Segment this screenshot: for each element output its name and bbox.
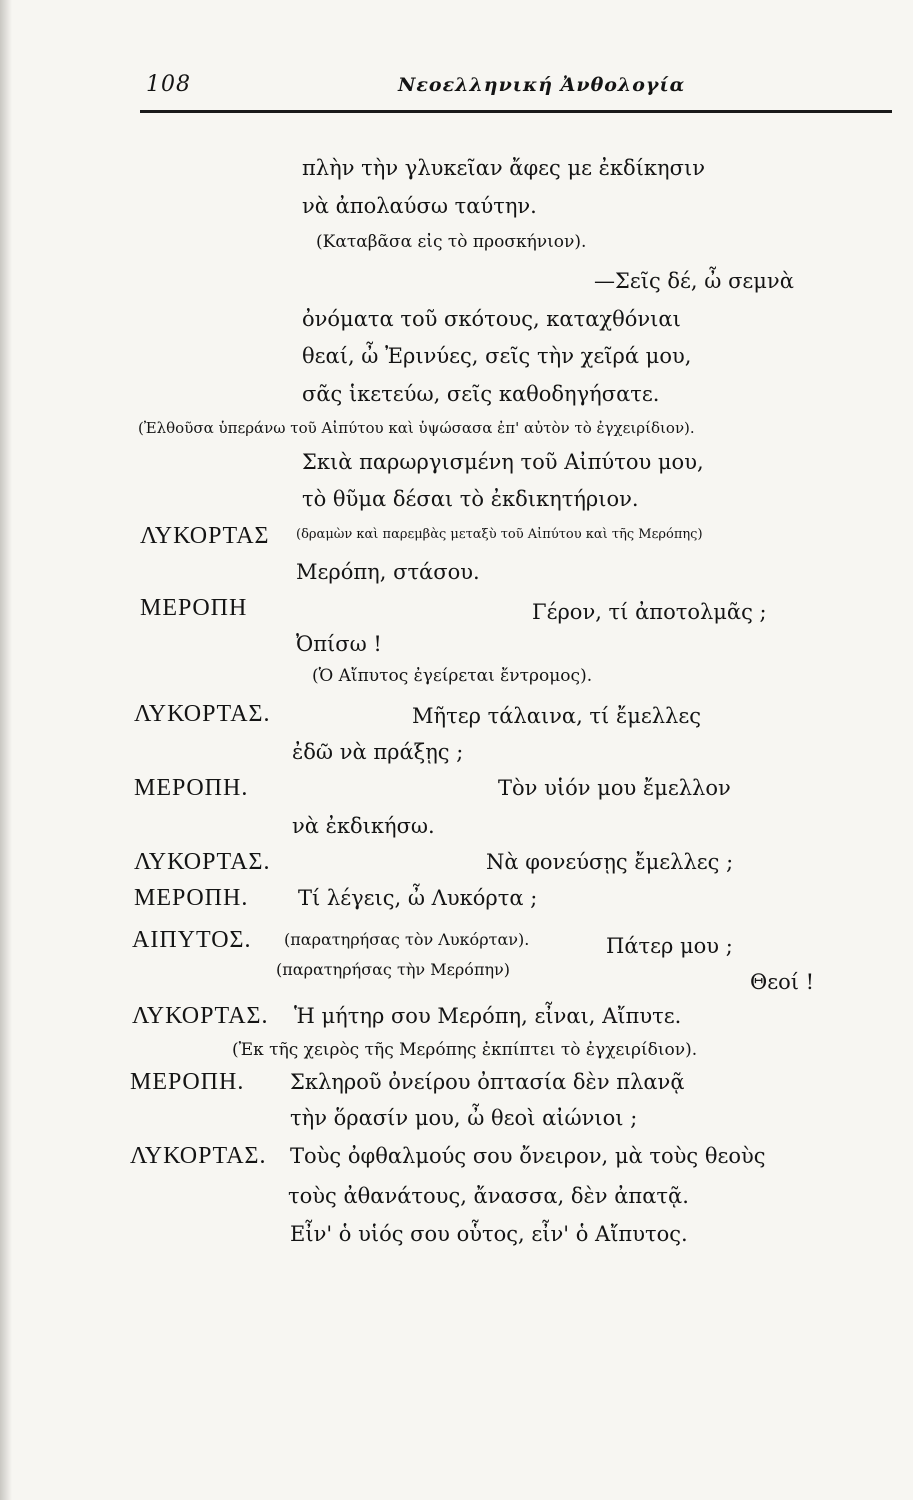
verse-line: τὴν ὅρασίν μου, ὦ θεοὶ αἰώνιοι ; [290, 1106, 638, 1130]
verse-line: Ὀπίσω ! [296, 632, 382, 656]
verse-line: Τοὺς ὀφθαλμούς σου ὄνειρον, μὰ τοὺς θεοὺς [290, 1144, 766, 1168]
speaker-name: ΜΕΡΟΠΗ. [134, 775, 249, 801]
running-title: Νεοελληνική Ἀνθολογία [398, 74, 686, 96]
verse-line: Σκληροῦ ὀνείρου ὀπτασία δὲν πλανᾷ [290, 1070, 685, 1094]
verse-line: Τὸν υἱόν μου ἔμελλον [498, 776, 731, 800]
speaker-name: ΛΥΚΟΡΤΑΣ [140, 523, 270, 549]
stage-direction: (δραμὼν καὶ παρεμβὰς μεταξὺ τοῦ Αἰπύτου καὶ τῆς Μερόπης) [296, 527, 703, 542]
stage-direction: (Ἐλθοῦσα ὑπεράνω τοῦ Αἰπύτου καὶ ὑψώσασα ἐπ' αὐτὸν τὸ ἐγχειρίδιον). [138, 419, 695, 437]
stage-direction: (παρατηρήσας τὴν Μερόπην) [276, 960, 511, 979]
verse-line: Μερόπη, στάσου. [296, 560, 480, 584]
speaker-name: ΜΕΡΟΠΗ. [130, 1069, 245, 1095]
speaker-name: ΛΥΚΟΡΤΑΣ. [134, 849, 271, 875]
speaker-name: ΛΥΚΟΡΤΑΣ. [132, 1003, 269, 1029]
verse-line: Σκιὰ παρωργισμένη τοῦ Αἰπύτου μου, [302, 450, 704, 474]
verse-line: Νὰ φονεύσῃς ἔμελλες ; [486, 850, 734, 874]
stage-direction: (Ἐκ τῆς χειρὸς τῆς Μερόπης ἐκπίπτει τὸ ἐγχειρίδιον). [232, 1040, 698, 1060]
stage-direction: (Ὁ Αἴπυτος ἐγείρεται ἔντρομος). [312, 666, 593, 686]
verse-line: σᾶς ἱκετεύω, σεῖς καθοδηγήσατε. [302, 382, 660, 406]
verse-line: Ἡ μήτηρ σου Μερόπη, εἶναι, Αἴπυτε. [294, 1004, 682, 1028]
stage-direction: (παρατηρήσας τὸν Λυκόρταν). [284, 930, 530, 949]
speaker-name: ΑΙΠΥΤΟΣ. [132, 927, 252, 953]
verse-line: τοὺς ἀθανάτους, ἄνασσα, δὲν ἀπατᾷ. [288, 1184, 689, 1208]
speaker-name: ΛΥΚΟΡΤΑΣ. [134, 701, 271, 727]
verse-line: Τί λέγεις, ὦ Λυκόρτα ; [298, 886, 538, 910]
verse-line: τὸ θῦμα δέσαι τὸ ἐκδικητήριον. [302, 487, 639, 511]
verse-line: —Σεῖς δέ, ὦ σεμνὰ [594, 269, 794, 293]
verse-line: ἐδῶ νὰ πράξῃς ; [292, 740, 464, 764]
page-number: 108 [146, 72, 191, 97]
speaker-name: ΜΕΡΟΠΗ [140, 595, 248, 621]
verse-line: νὰ ἀπολαύσω ταύτην. [302, 194, 537, 218]
verse-line: Πάτερ μου ; [606, 934, 733, 958]
verse-line: νὰ ἐκδικήσω. [292, 814, 435, 838]
verse-line: πλὴν τὴν γλυκεῖαν ἄφες με ἐκδίκησιν [302, 156, 705, 180]
speaker-name: ΛΥΚΟΡΤΑΣ. [130, 1143, 267, 1169]
verse-line: Γέρον, τί ἀποτολμᾶς ; [532, 600, 767, 624]
page-gutter-shadow [0, 0, 12, 1500]
speaker-name: ΜΕΡΟΠΗ. [134, 885, 249, 911]
verse-line: Θεοί ! [750, 970, 815, 994]
stage-direction: (Καταβᾶσα εἰς τὸ προσκήνιον). [316, 232, 587, 252]
verse-line: θεαί, ὦ Ἐρινύες, σεῖς τὴν χεῖρά μου, [302, 344, 692, 368]
verse-line: ὀνόματα τοῦ σκότους, καταχθόνιαι [302, 307, 681, 331]
header-rule [140, 110, 892, 113]
verse-line: Μῆτερ τάλαινα, τί ἔμελλες [412, 704, 702, 728]
verse-line: Εἶν' ὁ υἱός σου οὗτος, εἶν' ὁ Αἴπυτος. [290, 1222, 688, 1246]
